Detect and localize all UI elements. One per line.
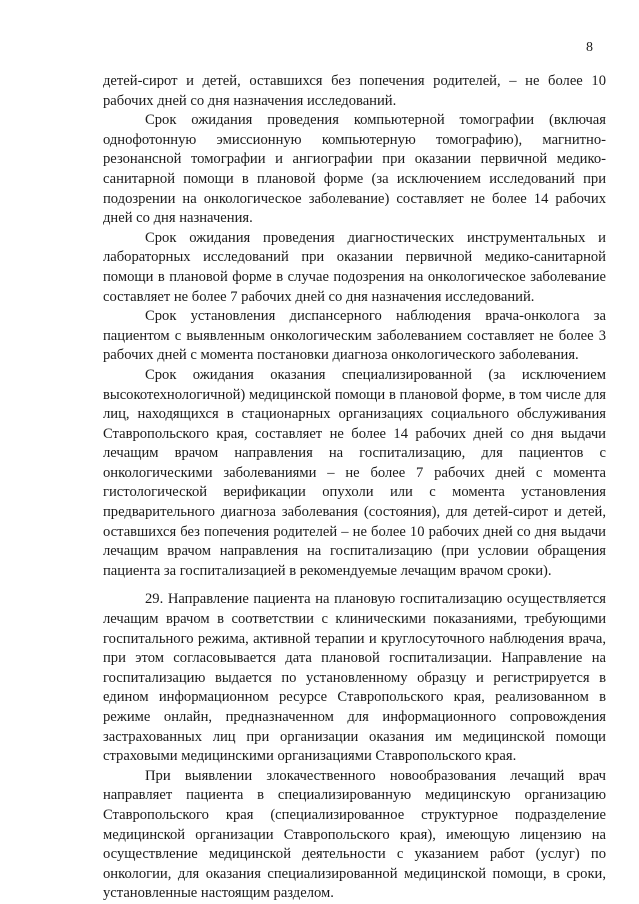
paragraph-continuation: детей-сирот и детей, оставшихся без попечения родителей, – не более 10 рабочих дней со дня назначения исследований. — [103, 73, 606, 109]
paragraph-item-29-hospitalization: 29. Направление пациента на плановую госпитализацию осуществляется лечащим врачом в соответствии с клиническими показаниями, требующими госпитального режима, активной терапии и круглосуточного наблюдения врача, при этом согласовывается дата плановой госпитализации. Направление на госпитализацию выдается по установленному образцу и регистрируется в едином информационном ресурсе Ставропольского края, реализованном в режиме онлайн, предназначенном для информационного сопровождения застрахованных лиц при организации оказания им медицинской помощи страховыми медицинскими организациями Ставропольского края. — [103, 591, 606, 765]
page-number: 8 — [586, 40, 593, 55]
paragraph-oncology-referral: При выявлении злокачественного новообразования лечащий врач направляет пациента в специализированную медицинскую организацию Ставропольского края (специализированное структурное подразделение медицинской организации Ставропольского края), имеющую лицензию на осуществление медицинской деятельности с указанием работ (услуг) по онкологии, для оказания специализированной медицинской помощи, в сроки, установленные настоящим разделом. — [103, 767, 606, 902]
paragraph-specialized-care-wait-time: Срок ожидания оказания специализированной (за исключением высокотехнологичной) медицинской помощи в плановой форме, в том числе для лиц, находящихся в стационарных организациях социального обслуживания Ставропольского края, составляет не более 14 рабочих дней со дня выдачи лечащим врачом направления на госпитализацию, для пациентов с онкологическими заболеваниями – не более 7 рабочих дней с момента гистологической верификации опухоли или с момента установления предварительного диагноза заболевания (состояния), для детей-сирот и детей, оставшихся без попечения родителей – не более 10 рабочих дней со дня выдачи лечащим врачом направления на госпитализацию (при условии обращения пациента за госпитализацией в рекомендуемые лечащим врачом сроки). — [103, 366, 606, 579]
paragraph-diagnostic-wait-time: Срок ожидания проведения диагностических инструментальных и лабораторных исследований при оказании первичной медико-санитарной помощи в плановой форме в случае подозрения на онкологическое заболевание составляет не более 7 рабочих дней со дня назначения исследований. — [103, 229, 606, 305]
paragraph-ct-mri-wait-time: Срок ожидания проведения компьютерной томографии (включая однофотонную эмиссионную компьютерную томографию), магнитно-резонансной томографии и ангиографии при оказании первичной медико-санитарной помощи в плановой форме (за исключением исследований при подозрении на онкологическое заболевание) составляет не более 14 рабочих дней со дня назначения. — [103, 112, 606, 227]
document-body — [103, 72, 606, 904]
paragraph-oncologist-observation: Срок установления диспансерного наблюдения врача-онколога за пациентом с выявленным онкологическим заболеванием составляет не более 3 рабочих дней с момента постановки диагноза онкологического заболевания. — [103, 308, 606, 364]
